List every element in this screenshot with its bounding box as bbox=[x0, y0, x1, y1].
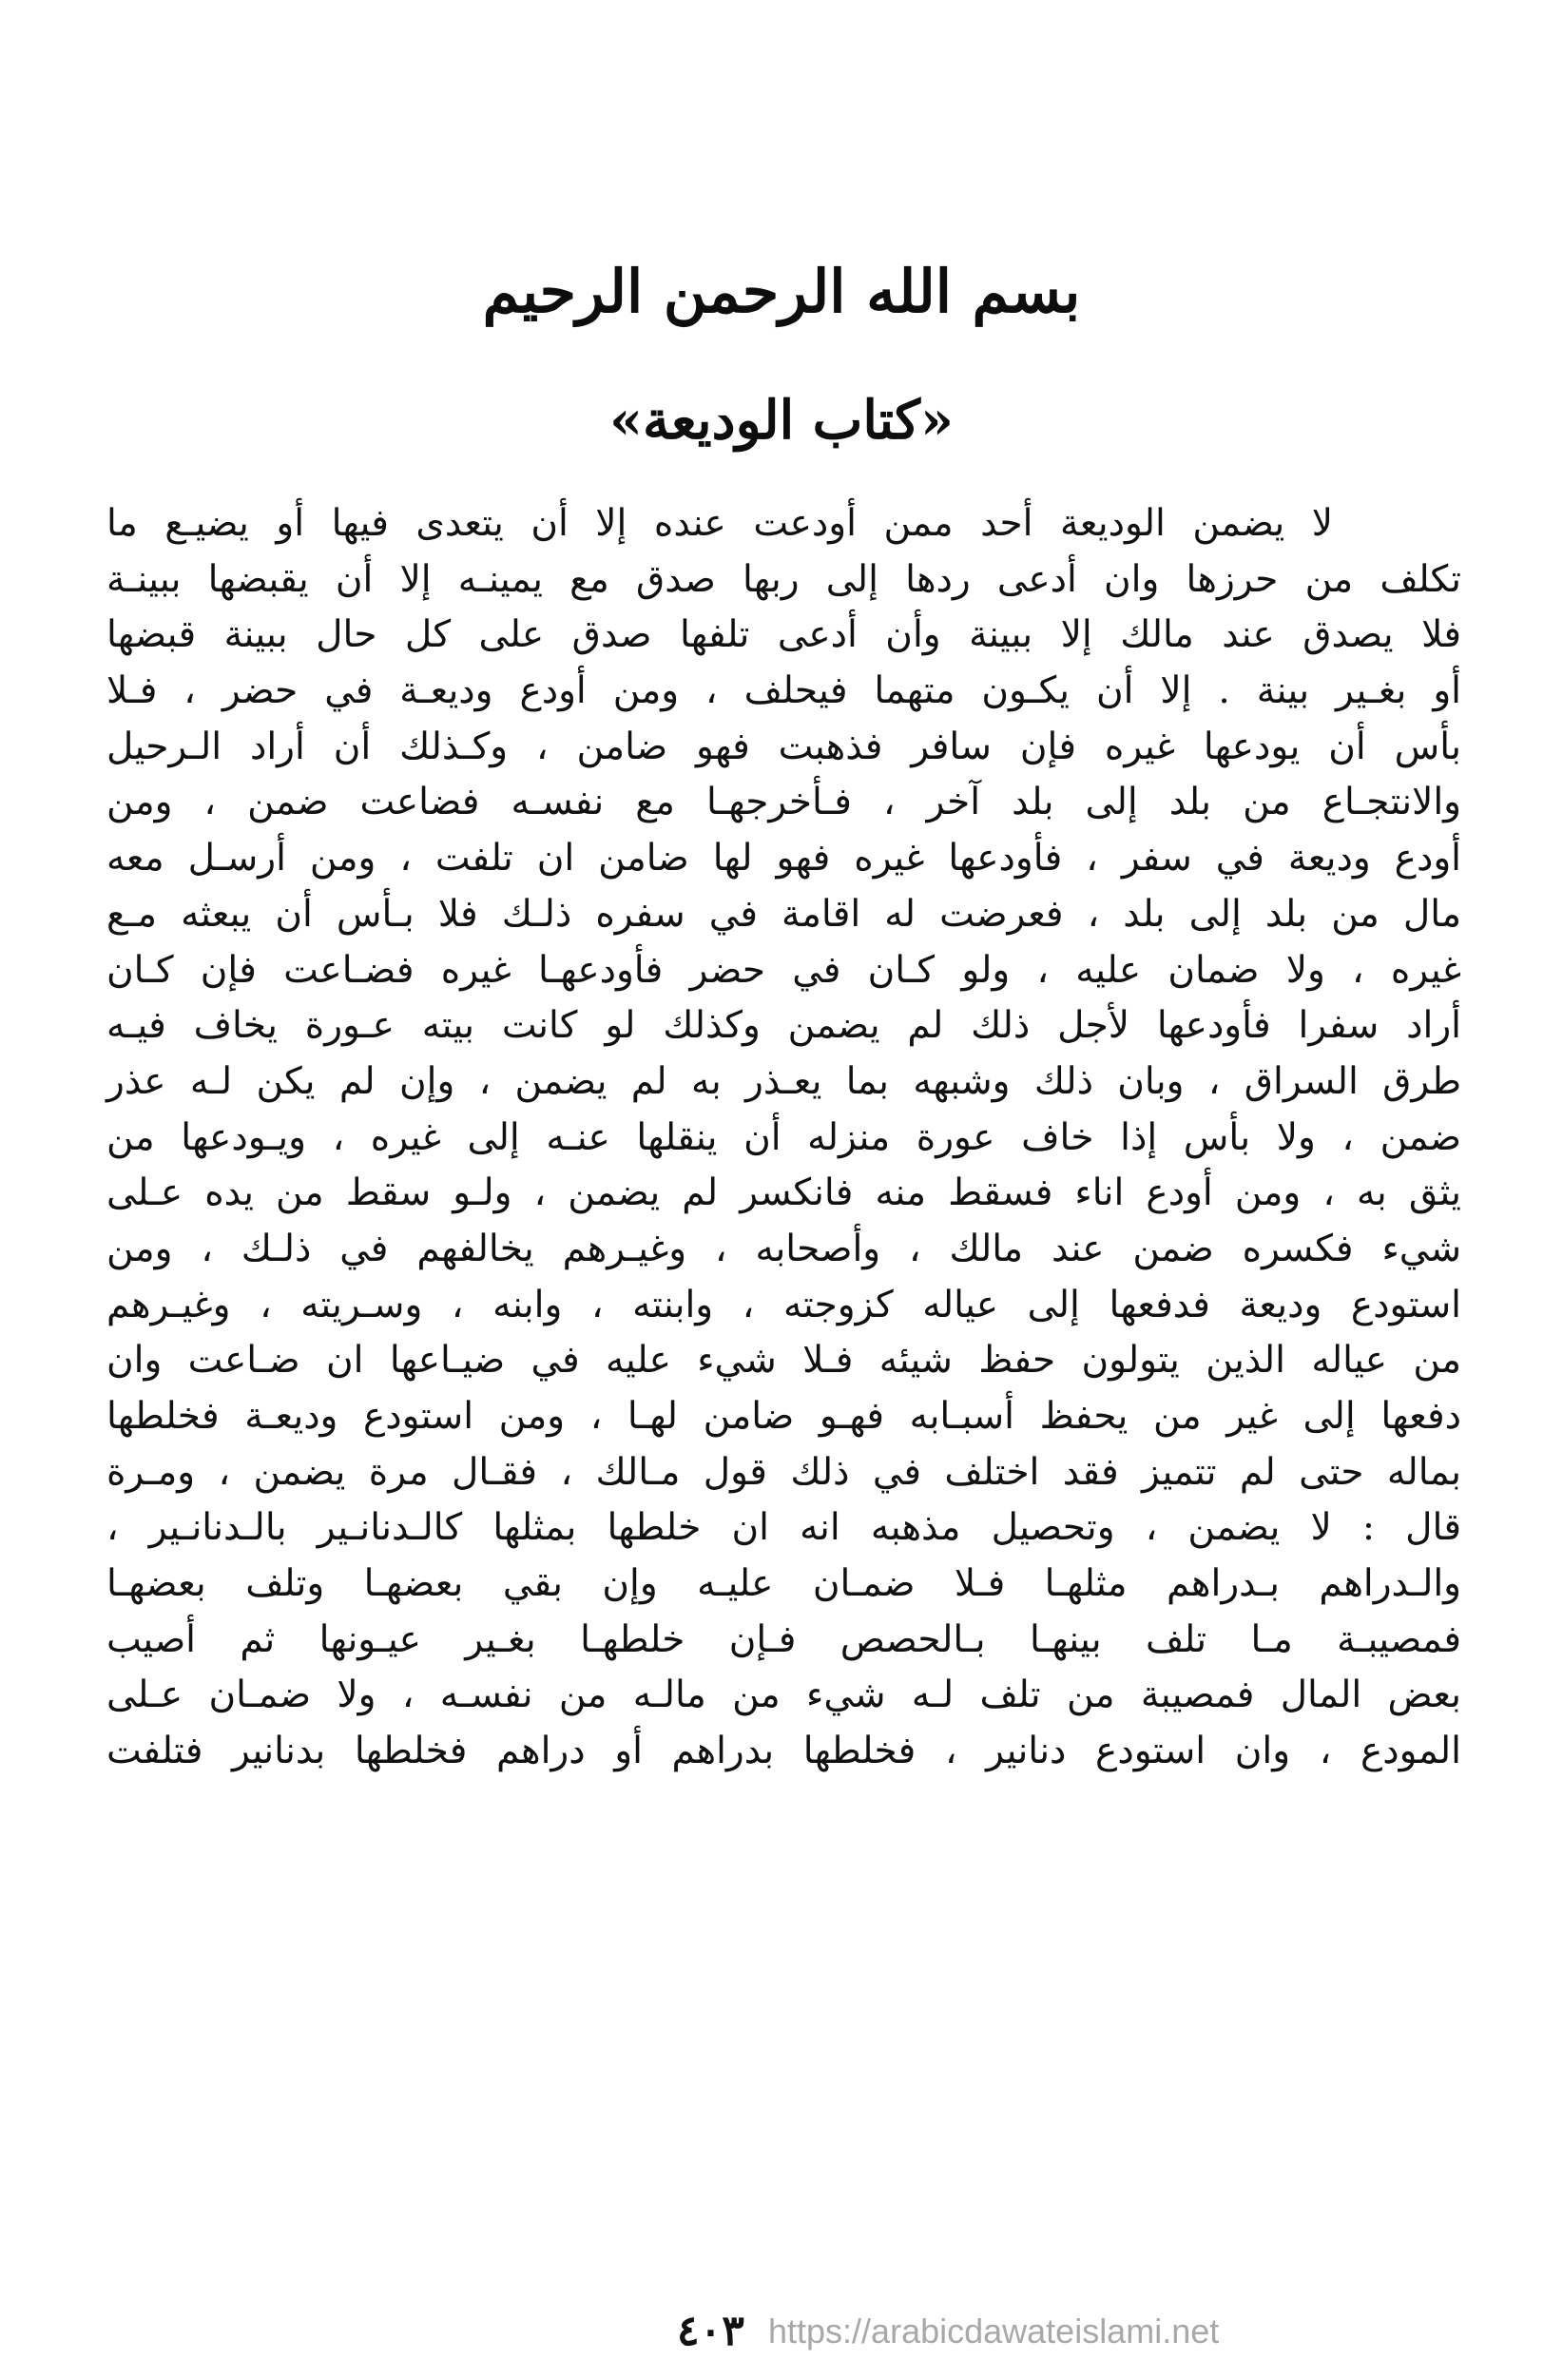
text-line: والانتجـاع من بلد إلى بلد آخر ، فـأخرجهـا مع نفسـه فضاعت ضمن ، ومن bbox=[106, 781, 1461, 824]
text-line: المودع ، وان استودع دنانير ، فخلطها بدراهم أو دراهم فخلطها بدنانير فتلفت bbox=[106, 1730, 1461, 1773]
text-line: دفعها إلى غير من يحفظ أسبـابه فهـو ضامن لهـا ، ومن استودع وديعـة فخلطها bbox=[106, 1395, 1461, 1438]
text-line: لا يضمن الوديعة أحد ممن أودعت عنده إلا أن يتعدى فيها أو يضيـع ما bbox=[106, 502, 1333, 545]
text-line: يثق به ، ومن أودع اناء فسقط منه فانكسر لم يضمن ، ولـو سقط من يده عـلى bbox=[106, 1171, 1461, 1215]
text-line: بماله حتى لم تتميز فقد اختلف في ذلك قول مـالك ، فقـال مرة يضمن ، ومـرة bbox=[106, 1450, 1461, 1494]
text-line: بعض المال فمصيبة من تلف لـه شيء من مالـه من نفسـه ، ولا ضمـان عـلى bbox=[106, 1674, 1461, 1717]
basmala-heading: بسم الله الرحمن الرحيم bbox=[482, 257, 1081, 326]
text-line: من عياله الذين يتولون حفظ شيئه فـلا شيء عليه في ضيـاعها ان ضـاعت وان bbox=[106, 1339, 1461, 1383]
text-line: مال من بلد إلى بلد ، فعرضت له اقامة في سفره ذلـك فلا بـأس أن يبعثه مـع bbox=[106, 892, 1461, 936]
text-line: ضمن ، ولا بأس إذا خاف عورة منزله أن ينقلها عنـه إلى غيره ، ويـودعها من bbox=[106, 1115, 1461, 1159]
body-text bbox=[106, 496, 1461, 1780]
text-line: بأس أن يودعها غيره فإن سافر فذهبت فهو ضامن ، وكـذلك أن أراد الـرحيل bbox=[106, 725, 1461, 768]
text-line: أراد سفرا فأودعها لأجل ذلك لم يضمن وكذلك لو كانت بيته عـورة يخاف فيـه bbox=[106, 1004, 1461, 1048]
page-footer bbox=[0, 2303, 1563, 2360]
text-line: شيء فكسره ضمن عند مالك ، وأصحابه ، وغيـرهم يخالفهم في ذلـك ، ومن bbox=[106, 1227, 1461, 1270]
watermark-url: https://arabicdawateislami.net bbox=[768, 2312, 1220, 2351]
text-line: استودع وديعة فدفعها إلى عياله كزوجته ، وابنته ، وابنه ، وسـريته ، وغيـرهم bbox=[106, 1283, 1461, 1326]
chapter-title: «كتاب الوديعة» bbox=[609, 389, 954, 452]
page-number: ٤٠٣ bbox=[677, 2307, 744, 2355]
text-line: تكلف من حرزها وان أدعى ردها إلى ربها صدق مع يمينـه إلا أن يقبضها ببينـة bbox=[106, 557, 1461, 601]
text-line: فلا يصدق عند مالك إلا ببينة وأن أدعى تلفها صدق على كل حال ببينة قبضها bbox=[106, 613, 1461, 657]
text-line: والـدراهم بـدراهم مثلهـا فـلا ضمـان عليـه وإن بقي بعضهـا وتلف بعضهـا bbox=[106, 1562, 1461, 1606]
text-line: طرق السراق ، وبان ذلك وشبهه بما يعـذر به لم يضمن ، وإن لم يكن لـه عذر bbox=[106, 1059, 1461, 1103]
text-line: أودع وديعة في سفر ، فأودعها غيره فهو لها ضامن ان تلفت ، ومن أرسـل معه bbox=[106, 837, 1461, 880]
text-line: أو بغـير بينة . إلا أن يكـون متهما فيحلف ، ومن أودع وديعـة في حضر ، فـلا bbox=[106, 669, 1461, 713]
text-line: غيره ، ولا ضمان عليه ، ولو كـان في حضر فأودعهـا غيره فضـاعت فإن كـان bbox=[106, 948, 1461, 992]
text-line: قال : لا يضمن ، وتحصيل مذهبه انه ان خلطها بمثلها كالـدنانـير بالـدنانـير ، bbox=[106, 1506, 1461, 1550]
text-line: فمصيبـة مـا تلف بينهـا بـالحصص فـإن خلطهـا بغـير عيـونها ثم أصيب bbox=[106, 1617, 1461, 1661]
